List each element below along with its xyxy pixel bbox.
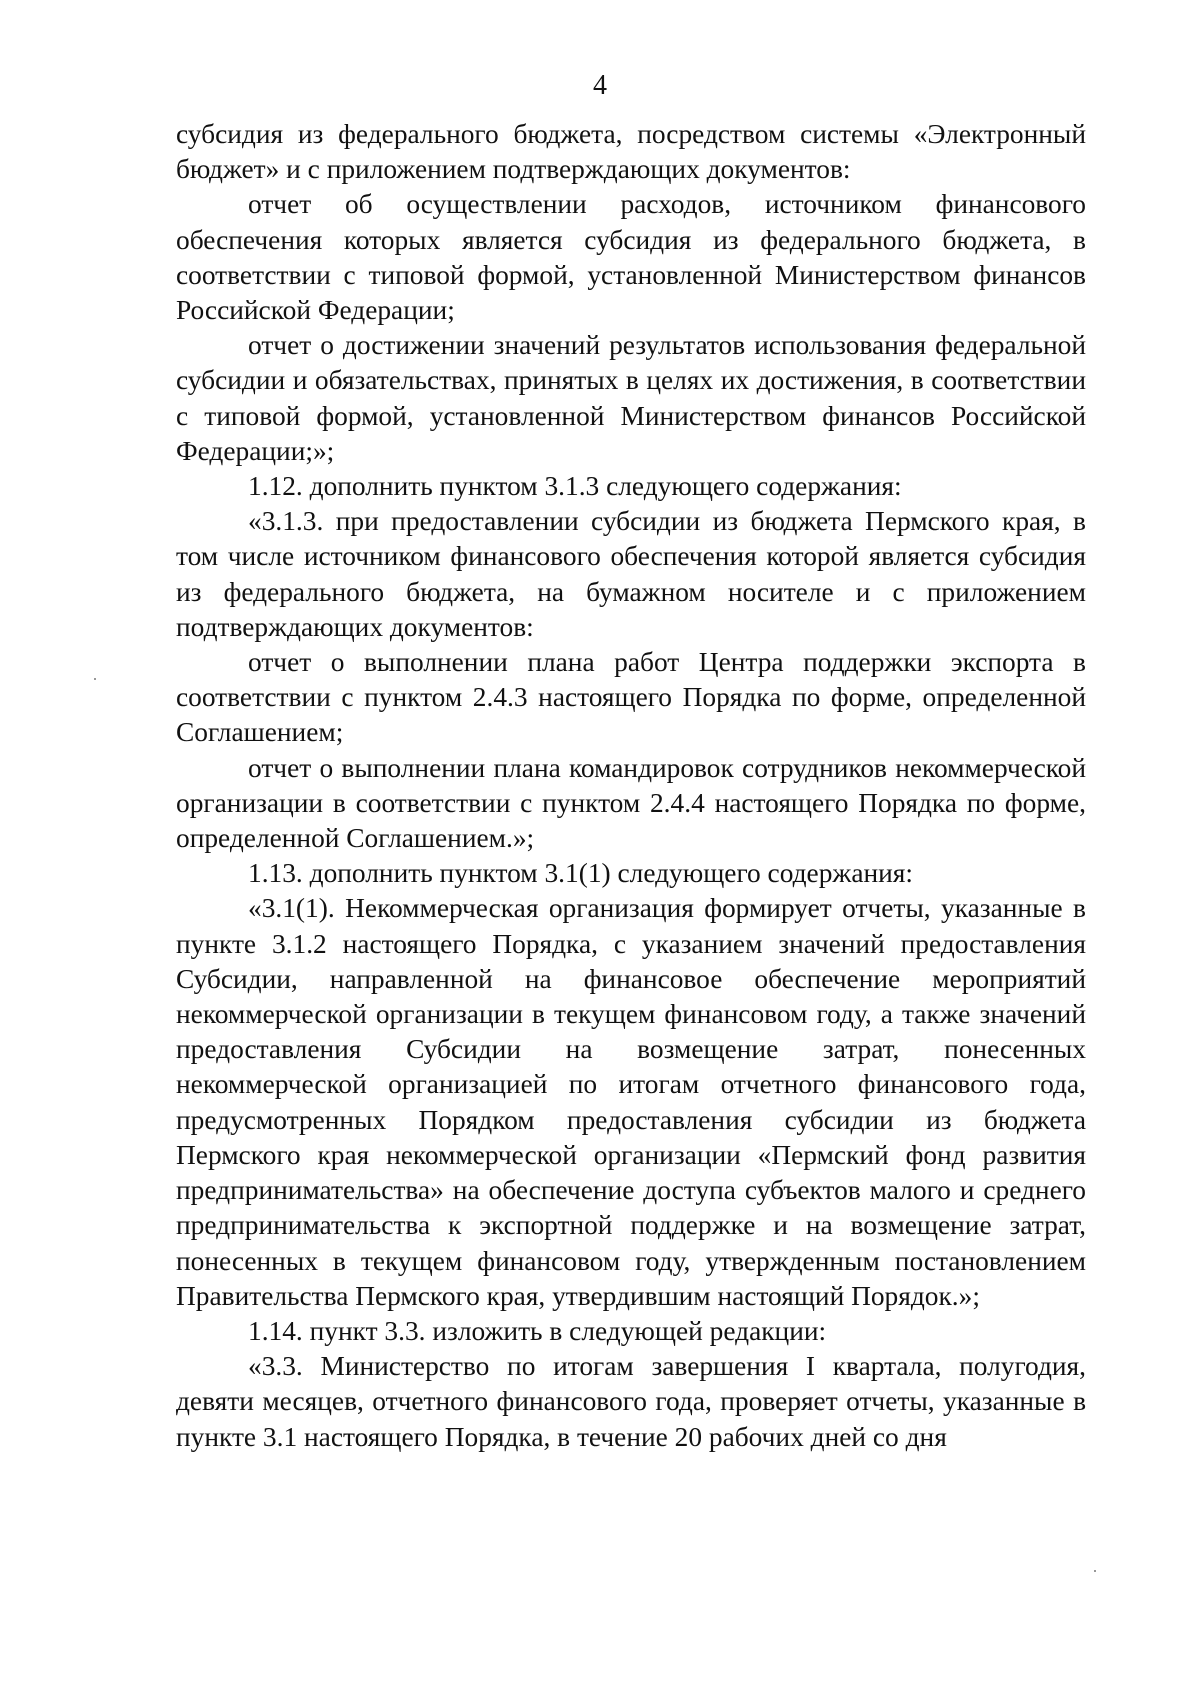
paragraph: отчет об осуществлении расходов, источником финансового обеспечения которых является субсидия из федерального бюджета, в соответствии с типовой формой, установленной Министерством финансов Российской Федерации; [176, 189, 1086, 326]
scan-speck [94, 678, 96, 680]
paragraph: отчет о выполнении плана командировок сотрудников некоммерческой организации в соответствии с пунктом 2.4.4 настоящего Порядка по форме, определенной Соглашением.»; [176, 752, 1086, 854]
paragraph: «3.3. Министерство по итогам завершения I квартала, полугодия, девяти месяцев, отчетного финансового года, проверяет отчеты, указанные в пункте 3.1 настоящего Порядка, в течение 20 рабочих дней со дня [176, 1351, 1086, 1452]
paragraph: отчет о достижении значений результатов использования федеральной субсидии и обязательствах, принятых в целях их достижения, в соответствии с типовой формой, установленной Министерством финансов Российской Федерации;»; [176, 330, 1086, 466]
paragraph: 1.14. пункт 3.3. изложить в следующей редакции: [248, 1315, 827, 1346]
paragraph: «3.1(1). Некоммерческая организация формирует отчеты, указанные в пункте 3.1.2 настоящего Порядка, с указанием значений предоставления Субсидии, направленной на финансовое обеспечение мероприятий некоммерческой организации в текущем финансовом году, а также значений предоставления Субсидии на возмещение затрат, понесенных некоммерческой организацией по итогам отчетного финансового года, предусмотренных Порядком предоставления субсидии из бюджета Пермского края некоммерческой организации «Пермский фонд развития предпринимательства» на обеспечение доступа субъектов малого и среднего предпринимательства к экспортной поддержке и на возмещение затрат, понесенных в текущем финансовом году, утвержденным постановлением Правительства Пермского края, утвердившим настоящий Порядок.»; [176, 893, 1086, 1311]
page-number: 4 [593, 70, 607, 101]
paragraph: 1.13. дополнить пунктом 3.1(1) следующего содержания: [248, 858, 914, 889]
paragraph: «3.1.3. при предоставлении субсидии из бюджета Пермского края, в том числе источником финансового обеспечения которой является субсидия из федерального бюджета, на бумажном носителе и с приложением подтверждающих документов: [176, 506, 1086, 642]
paragraph: отчет о выполнении плана работ Центра поддержки экспорта в соответствии с пунктом 2.4.3 настоящего Порядка по форме, определенной Соглашением; [176, 647, 1086, 748]
document-body [176, 117, 1086, 1455]
paragraph: 1.12. дополнить пунктом 3.1.3 следующего содержания: [248, 471, 902, 502]
paragraph: субсидия из федерального бюджета, посредством системы «Электронный бюджет» и с приложением подтверждающих документов: [176, 119, 1086, 185]
scan-speck [1094, 1570, 1096, 1572]
